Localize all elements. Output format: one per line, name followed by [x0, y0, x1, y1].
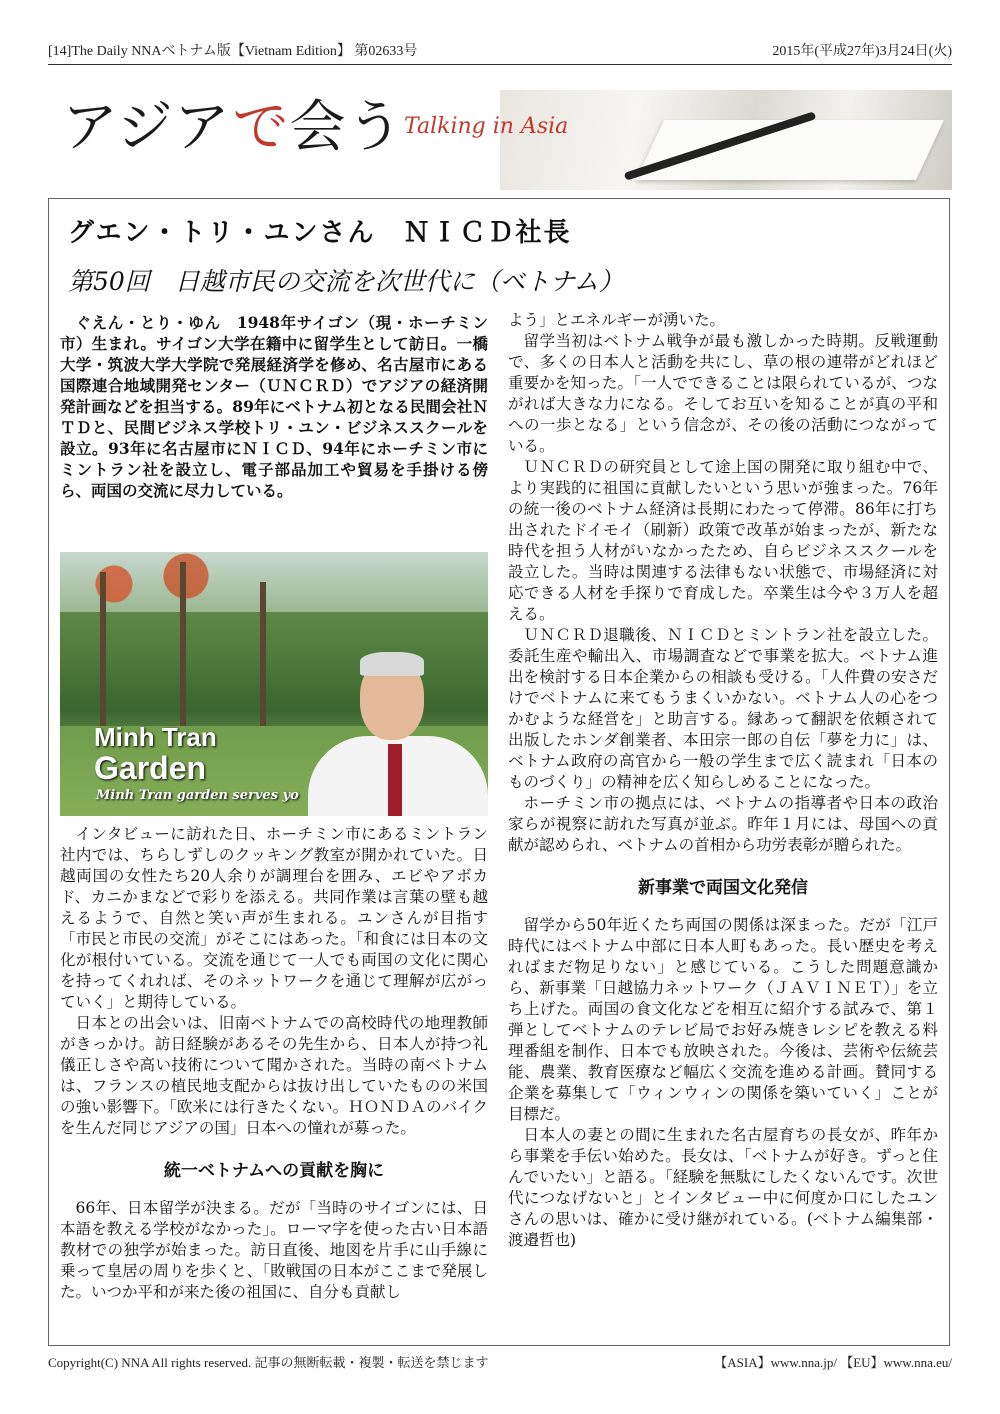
paragraph: ホーチミン市の拠点には、ベトナムの指導者や日本の政治家らが視察に訪れた写真が並ぶ。昨年１月には、母国への貢献が認められ、ベトナムの首相から功労表彰が贈られた。	[508, 794, 938, 854]
column-banner	[48, 90, 952, 194]
paragraph: 留学から50年近くたち両国の関係は深まった。だが「江戸時代にはベトナム中部に日本人町もあった。長い歴史を考えればまだ物足りない」と感じている。こうした問題意識から、新事業「日越協力ネットワーク（ＪＡＶＩＮＥＴ）」を立ち上げた。両国の食文化などを相互に紹介する試みで、第１弾としてベトナムのテレビ局でお好み焼きレシピを教える料理番組を制作、日本でも放映された。今後は、芸術や伝統芸能、農業、教育医療など幅広く交流を進める計画。賛同する企業を募集して「ウィンウィンの関係を築いていく」ことが目標だ。	[508, 916, 938, 1123]
paragraph: 留学当初はベトナム戦争が最も激しかった時期。反戦運動で、多くの日本人と活動を共にし、草の根の連帯がどれほど重要かを知った。「一人でできることは限られているが、つながれば大きな力になる。そしてお互いを知ることが真の平和への一歩となる」という信念が、その後の活動につながっている。	[508, 332, 938, 455]
interview-photo	[60, 552, 488, 816]
paragraph: インタビューに訪れた日、ホーチミン市にあるミントラン社内では、ちらしずしのクッキング教室が開かれていた。日越両国の女性たち20人余りが調理台を囲み、エビやアボカド、カニかまなどで彩りを添える。共同作業は言葉の壁も越えるようで、自然と笑い声が生まれる。ユンさんが目指す「市民と市民の交流」がそこにはあった。「和食には日本の文化が根付いている。交流を通じて一人でも両国の文化に関心を持ってくれれば、そのネットワークを通じて理解が広がっていく」と期待している。	[60, 825, 488, 1011]
paragraph: ＵＮＣＲＤの研究員として途上国の開発に取り組む中で、より実践的に祖国に貢献したいという思いが強まった。76年の統一後のベトナム経済は長期にわたって停滞。86年に打ち出されたドイモイ（刷新）政策で改革が始まったが、新たな時代を担う人材がいなかったため、自らビジネススクールを設立した。当時は関連する法律もない状態で、市場経済に対応できる人材を手探りで育成した。卒業生は今や３万人を超える。	[508, 458, 938, 623]
notebook-illustration	[636, 120, 944, 180]
profile-box	[60, 312, 488, 501]
banner-photo	[500, 90, 952, 190]
publication-info: [14]The Daily NNAベトナム版【Vietnam Edition】 第02633号	[48, 44, 418, 59]
page-footer	[48, 1352, 952, 1376]
paragraph: ＵＮＣＲＤ退職後、ＮＩＣＤとミントラン社を設立した。委託生産や輸出入、市場調査などで事業を拡大。ベトナム進出を検討する日本企業からの相談も受ける。「人件費の安さだけでベトナムに来てもうまくいかない。ベトナム人の心をつかむような経営を」と助言する。縁あって翻訳を依頼されて出版したホンダ創業者、本田宗一郎の自伝「夢を力に」は、ベトナム政府の高官から一般の学生まで広く読まれ「日本のものづくり」の精神を広く知らしめることになった。	[508, 626, 938, 791]
article-subhead: 第50回 日越市民の交流を次世代に（ベトナム）	[68, 267, 624, 296]
photo-caption-garden: Garden	[94, 750, 207, 786]
section-heading: 新事業で両国文化発信	[638, 878, 808, 898]
copyright-notice: Copyright(C) NNA All rights reserved. 記事の無断転載・複製・転送を禁じます	[48, 1355, 489, 1370]
photo-caption-minh-tran: Minh Tran	[94, 722, 217, 752]
website-links: 【ASIA】www.nna.jp/ 【EU】www.nna.eu/	[714, 1355, 952, 1370]
paragraph: 日本との出会いは、旧南ベトナムでの高校時代の地理教師がきっかけ。訪日経験があるその先生から、日本人が持つ礼儀正しさや高い技術について聞かされた。当時の南ベトナムは、フランスの植民地支配からは抜け出していたものの米国の強い影響下。「欧米には行きたくない。ＨＯＮＤＡのバイクを生んだ同じアジアの国」日本への憧れが募った。	[60, 1014, 488, 1137]
paragraph: よう」とエネルギーが湧いた。	[508, 311, 726, 329]
paragraph: 日本人の妻との間に生まれた名古屋育ちの長女が、昨年から事業を手伝い始めた。長女は、「ベトナムが好き。ずっと住んでいたい」と語る。「経験を無駄にしたくないんです。次世代につなげないと」とインタビュー中に何度か口にしたユンさんの思いは、確かに受け継がれている。(ベトナム編集部・渡邉哲也)	[508, 1126, 938, 1249]
profile-text: ぐえん・とり・ゆん 1948年サイゴン（現・ホーチミン市）生まれ。サイゴン大学在籍中に留学生として訪日。一橋大学・筑波大学大学院で発展経済学を修め、名古屋市にある国際連合地域開発センター（ＵＮＣＲＤ）でアジアの経済開発計画などを担当する。89年にベトナム初となる民間会社ＮＴＤと、民間ビジネス学校トリ・ユン・ビジネススクールを設立。93年に名古屋市にＮＩＣＤ、94年にホーチミン市にミントラン社を設立し、電子部品加工や貿易を手掛ける傍ら、両国の交流に尽力している。	[60, 313, 488, 500]
page-header	[48, 40, 952, 70]
article-headline: グエン・トリ・ユンさん ＮＩＣＤ社長	[68, 218, 572, 248]
left-column-body	[60, 824, 488, 1303]
photo-caption-tagline: Minh Tran garden serves yo	[96, 788, 299, 803]
person-figure	[308, 658, 488, 816]
column-subtitle: Talking in Asia	[404, 114, 569, 139]
column-title: アジアで会う	[62, 95, 404, 160]
publication-date: 2015年(平成27年)3月24日(火)	[772, 44, 952, 59]
section-heading: 統一ベトナムへの貢献を胸に	[163, 1161, 385, 1181]
right-column-body	[508, 310, 938, 1251]
paragraph: 66年、日本留学が決まる。だが「当時のサイゴンには、日本語を教える学校がなかった」。ローマ字を使った古い日本語教材での独学が始まった。訪日直後、地図を片手に山手線に乗って皇居の周りを歩くと、「敗戦国の日本がここまで発展した。いつか平和が来た後の祖国に、自分も貢献し	[60, 1199, 488, 1301]
